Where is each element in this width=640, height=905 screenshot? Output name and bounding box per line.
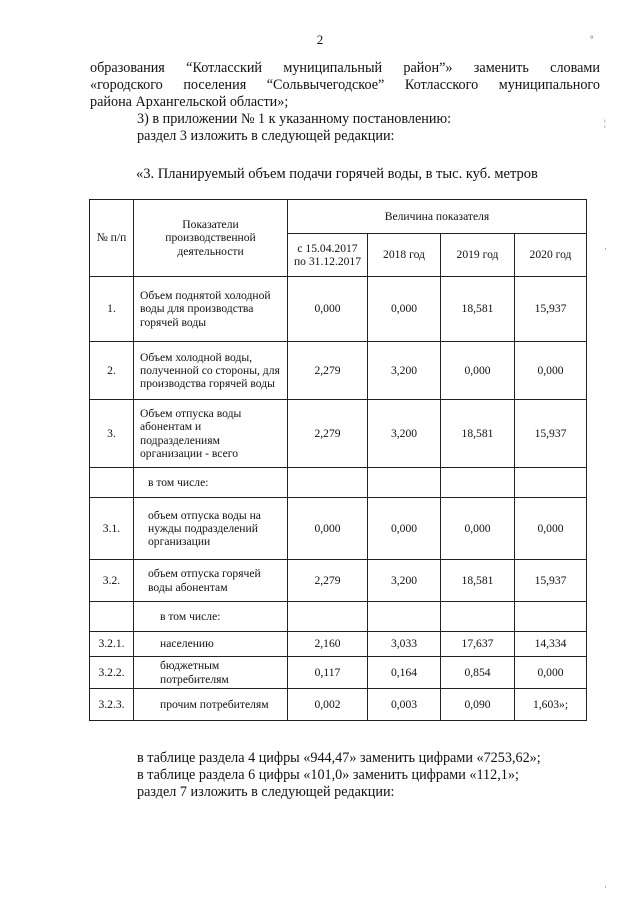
row-name: прочим потребителям (134, 689, 288, 721)
table-row (90, 560, 587, 602)
row-num: 3. (90, 400, 134, 468)
row-num (90, 468, 134, 498)
row-num: 3.2.2. (90, 657, 134, 689)
row-num: 1. (90, 277, 134, 342)
row-value: 1,603»; (515, 689, 587, 721)
table-row (90, 400, 587, 468)
row-value: 3,200 (368, 400, 441, 468)
row-value: 3,033 (368, 632, 441, 657)
row-value: 18,581 (441, 400, 515, 468)
row-value: 2,279 (288, 560, 368, 602)
intro-line: 3) в приложении № 1 к указанному постановлению: (137, 111, 452, 127)
volume-table (89, 199, 587, 721)
row-num: 3.1. (90, 498, 134, 560)
row-num: 2. (90, 342, 134, 400)
table-header-row (90, 200, 587, 234)
header-indicators: Показатели производственной деятельности (134, 200, 288, 277)
row-value: 0,117 (288, 657, 368, 689)
header-period: 2020 год (515, 234, 587, 277)
intro-line: «городского поселения “Сольвычегодское” Котласского муниципального (90, 77, 600, 93)
row-name: объем отпуска воды на нужды подразделений организации (134, 498, 288, 560)
row-value: 2,160 (288, 632, 368, 657)
row-value: 14,334 (515, 632, 587, 657)
outro-paragraph (137, 750, 607, 801)
table-row (90, 342, 587, 400)
scan-speck: ¦ (604, 118, 606, 128)
header-period: 2019 год (441, 234, 515, 277)
row-value: 15,937 (515, 277, 587, 342)
row-value: 0,090 (441, 689, 515, 721)
table-row (90, 498, 587, 560)
page-number: 2 (316, 32, 324, 47)
table-row (90, 632, 587, 657)
row-value: 0,002 (288, 689, 368, 721)
row-name: в том числе: (134, 468, 288, 498)
header-num: № п/п (90, 200, 134, 277)
row-num (90, 602, 134, 632)
row-name: бюджетным потребителям (134, 657, 288, 689)
intro-line: раздел 3 изложить в следующей редакции: (137, 128, 395, 144)
row-value: 0,000 (515, 342, 587, 400)
row-name: Объем поднятой холодной воды для производства горячей воды (134, 277, 288, 342)
row-value: 0,000 (515, 657, 587, 689)
row-value: 0,854 (441, 657, 515, 689)
row-name: объем отпуска горячей воды абонентам (134, 560, 288, 602)
row-value: 0,000 (288, 498, 368, 560)
row-value: 0,000 (288, 277, 368, 342)
outro-line: в таблице раздела 6 цифры «101,0» заменить цифрами «112,1»; (137, 767, 519, 783)
row-value: 18,581 (441, 560, 515, 602)
row-value: 0,000 (368, 277, 441, 342)
row-value: 2,279 (288, 342, 368, 400)
header-period: 2018 год (368, 234, 441, 277)
row-value: 0,000 (515, 498, 587, 560)
row-value: 15,937 (515, 400, 587, 468)
row-name: Объем отпуска воды абонентам и подразделениям организации - всего (134, 400, 288, 468)
table-row-caption (90, 468, 587, 498)
table-row (90, 657, 587, 689)
row-value: 3,200 (368, 560, 441, 602)
intro-line: образования “Котласский муниципальный район”» заменить словами (90, 60, 600, 76)
intro-paragraph (90, 60, 600, 145)
row-name: Объем холодной воды, полученной со стороны, для производства горячей воды (134, 342, 288, 400)
scan-speck: ° (590, 34, 594, 44)
table-row (90, 277, 587, 342)
table-row-caption (90, 602, 587, 632)
scan-speck: · (604, 244, 607, 254)
row-value: 15,937 (515, 560, 587, 602)
row-value: 0,000 (368, 498, 441, 560)
row-name: в том числе: (134, 602, 288, 632)
header-value-group: Величина показателя (288, 200, 587, 234)
scan-speck: · (604, 882, 607, 892)
row-value: 0,000 (441, 342, 515, 400)
table-title: «3. Планируемый объем подачи горячей воды, в тыс. куб. метров (136, 166, 538, 182)
row-value: 3,200 (368, 342, 441, 400)
row-value: 0,000 (441, 498, 515, 560)
row-value: 2,279 (288, 400, 368, 468)
row-value: 0,164 (368, 657, 441, 689)
row-num: 3.2. (90, 560, 134, 602)
table-row (90, 689, 587, 721)
header-period: с 15.04.2017 по 31.12.2017 (288, 234, 368, 277)
row-num: 3.2.1. (90, 632, 134, 657)
row-num: 3.2.3. (90, 689, 134, 721)
intro-line: района Архангельской области»; (90, 94, 289, 110)
row-value: 18,581 (441, 277, 515, 342)
row-value: 17,637 (441, 632, 515, 657)
row-value: 0,003 (368, 689, 441, 721)
outro-line: раздел 7 изложить в следующей редакции: (137, 784, 395, 800)
row-name: населению (134, 632, 288, 657)
outro-line: в таблице раздела 4 цифры «944,47» заменить цифрами «7253,62»; (137, 750, 541, 766)
